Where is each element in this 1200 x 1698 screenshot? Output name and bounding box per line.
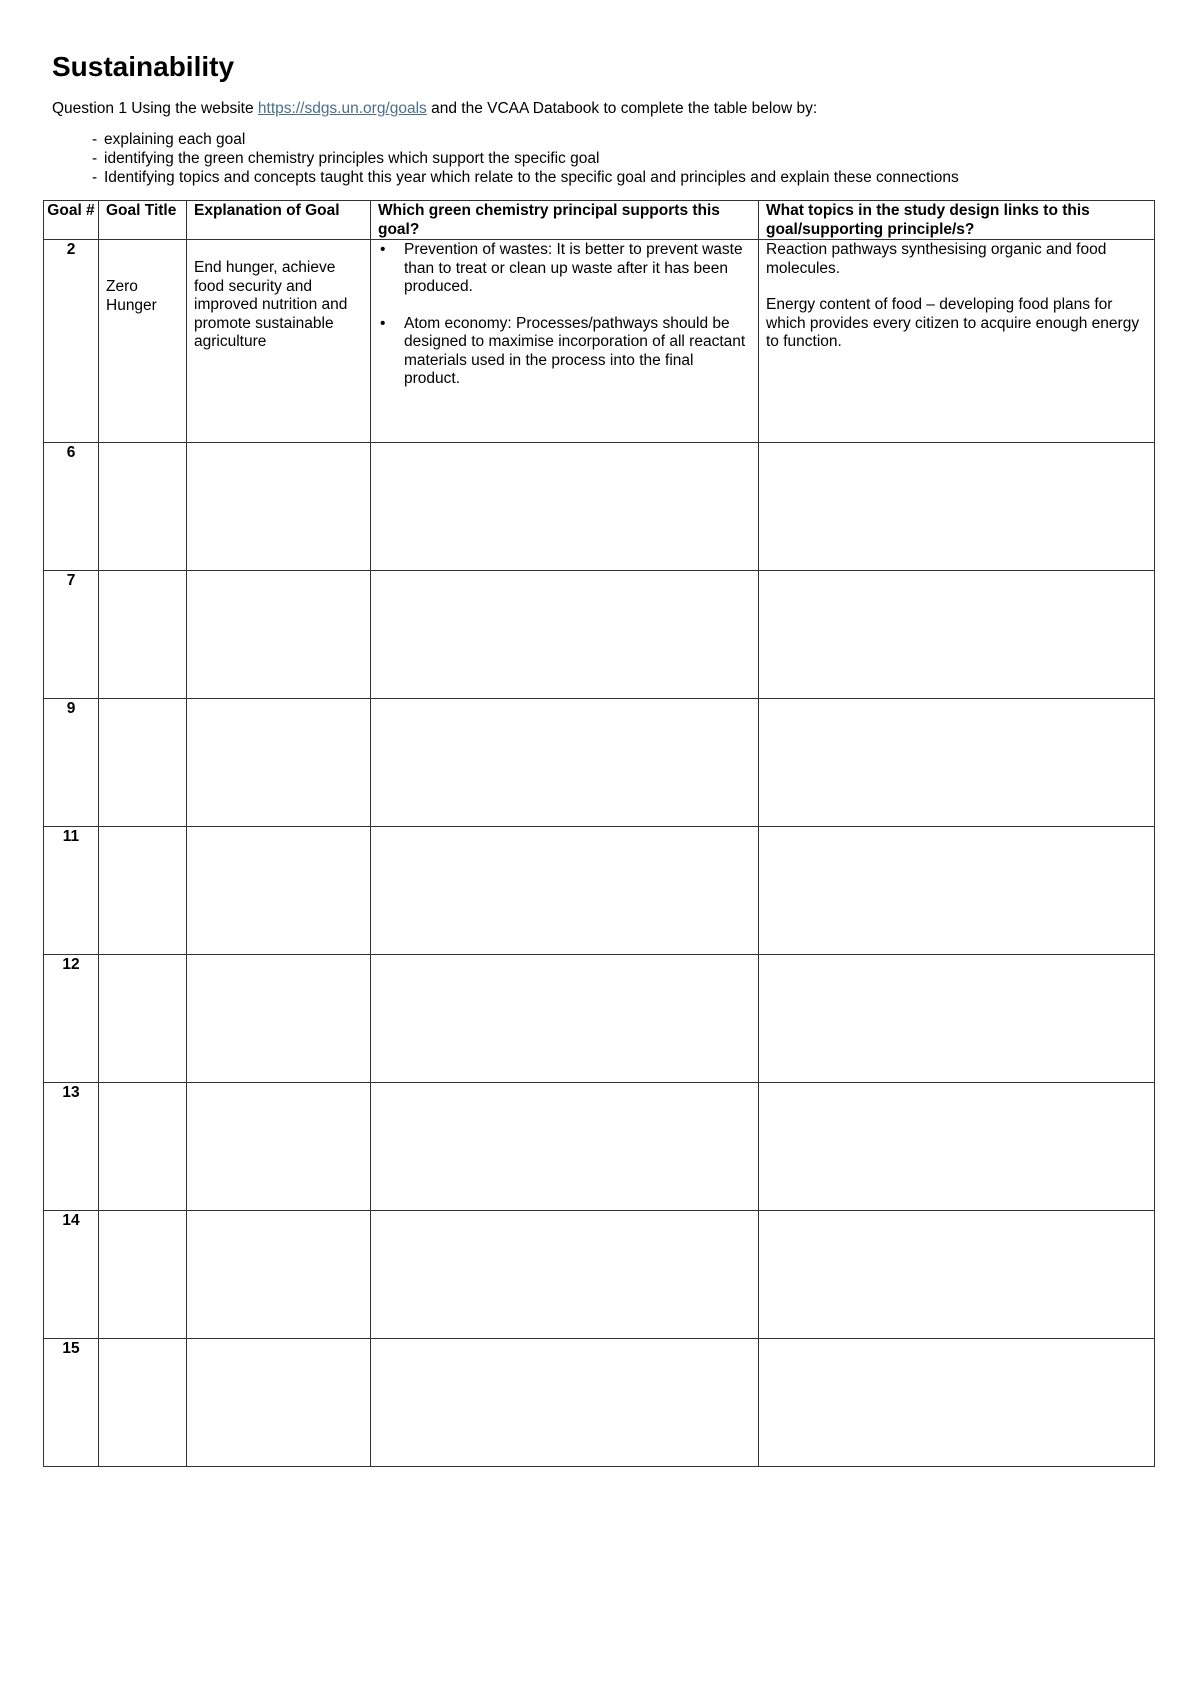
goal-title-cell[interactable] <box>99 443 187 571</box>
instruction-text: identifying the green chemistry principles which support the specific goal <box>104 150 600 167</box>
goal-number-cell: 2 <box>44 240 99 443</box>
topics-cell[interactable] <box>759 1211 1155 1339</box>
principle-cell[interactable] <box>371 1211 759 1339</box>
instruction-list <box>52 130 959 187</box>
principle-cell[interactable] <box>371 443 759 571</box>
table-header-row <box>44 201 1155 240</box>
topics-cell[interactable] <box>759 955 1155 1083</box>
header-principle: Which green chemistry principal supports this goal? <box>371 201 759 240</box>
principle-text: Atom economy: Processes/pathways should be designed to maximise incorporation of all reactant materials used in the process into the final product. <box>404 314 746 387</box>
goal-number-cell: 9 <box>44 699 99 827</box>
header-goal-title: Goal Title <box>99 201 187 240</box>
dash-marker: - <box>92 131 98 148</box>
table-row <box>44 1211 1155 1339</box>
topics-cell[interactable] <box>759 1339 1155 1467</box>
topics-cell[interactable] <box>759 699 1155 827</box>
goal-title-cell[interactable] <box>99 955 187 1083</box>
topics-cell[interactable] <box>759 240 1155 443</box>
table-row <box>44 571 1155 699</box>
goal-explanation-cell[interactable] <box>187 1211 371 1339</box>
principle-cell[interactable] <box>371 1083 759 1211</box>
goal-title-cell[interactable] <box>99 1339 187 1467</box>
instruction-item <box>52 149 959 168</box>
instruction-item <box>52 130 959 149</box>
principle-text: Prevention of wastes: It is better to prevent waste than to treat or clean up waste after it has been produced. <box>404 241 743 295</box>
goal-explanation-cell[interactable] <box>187 699 371 827</box>
question-text-end: and the VCAA Databook to complete the table below by: <box>426 100 818 117</box>
table-row <box>44 1339 1155 1467</box>
goal-explanation-cell[interactable] <box>187 1339 371 1467</box>
topics-cell[interactable] <box>759 1083 1155 1211</box>
header-topics: What topics in the study design links to this goal/supporting principle/s? <box>759 201 1155 240</box>
goal-number-cell: 14 <box>44 1211 99 1339</box>
topic-text: Reaction pathways synthesising organic and food molecules. <box>766 241 1107 277</box>
bullet-icon: • <box>380 314 386 332</box>
table-row <box>44 827 1155 955</box>
goal-explanation-cell[interactable] <box>187 955 371 1083</box>
table-row <box>44 955 1155 1083</box>
principle-cell[interactable] <box>371 240 759 443</box>
topics-cell[interactable] <box>759 443 1155 571</box>
goal-title-cell[interactable] <box>99 1211 187 1339</box>
goal-explanation-cell[interactable] <box>187 443 371 571</box>
goal-explanation-cell[interactable]: End hunger, achieve food security and improved nutrition and promote sustainable agriculture <box>187 240 371 443</box>
goal-number-cell: 12 <box>44 955 99 1083</box>
question-text <box>52 99 817 118</box>
goal-number-cell: 6 <box>44 443 99 571</box>
topics-cell[interactable] <box>759 827 1155 955</box>
principle-cell[interactable] <box>371 699 759 827</box>
dash-marker: - <box>92 169 98 186</box>
instruction-text: explaining each goal <box>104 131 246 148</box>
goal-explanation-cell[interactable] <box>187 827 371 955</box>
goal-title-cell[interactable] <box>99 1083 187 1211</box>
principle-cell[interactable] <box>371 571 759 699</box>
principle-cell[interactable] <box>371 827 759 955</box>
principle-cell[interactable] <box>371 955 759 1083</box>
table-row <box>44 443 1155 571</box>
principle-item <box>378 241 751 297</box>
sdgs-link[interactable]: https://sdgs.un.org/goals <box>257 100 427 117</box>
instruction-text: Identifying topics and concepts taught this year which relate to the specific goal and principles and explain these connections <box>104 169 959 186</box>
dash-marker: - <box>92 150 98 167</box>
page-title: Sustainability <box>52 51 235 82</box>
goal-title-cell[interactable] <box>99 699 187 827</box>
goal-explanation-cell[interactable] <box>187 571 371 699</box>
table-row <box>44 1083 1155 1211</box>
topic-text: Energy content of food – developing food plans for which provides every citizen to acquire enough energy to function. <box>766 296 1140 350</box>
table-row <box>44 699 1155 827</box>
goal-explanation-cell[interactable] <box>187 1083 371 1211</box>
goals-table <box>43 200 1155 1467</box>
topics-cell[interactable] <box>759 571 1155 699</box>
principle-item <box>378 315 751 389</box>
table-row <box>44 240 1155 443</box>
goal-number-cell: 7 <box>44 571 99 699</box>
header-goal-number: Goal # <box>44 201 99 240</box>
goal-number-cell: 15 <box>44 1339 99 1467</box>
goal-number-cell: 11 <box>44 827 99 955</box>
goal-title-cell[interactable]: Zero Hunger <box>99 240 187 443</box>
header-explanation: Explanation of Goal <box>187 201 371 240</box>
goal-title-cell[interactable] <box>99 571 187 699</box>
goal-title-cell[interactable] <box>99 827 187 955</box>
principle-cell[interactable] <box>371 1339 759 1467</box>
bullet-icon: • <box>380 241 386 258</box>
question-text-start: Question 1 Using the website <box>52 100 258 117</box>
instruction-item <box>52 168 959 187</box>
principle-list <box>378 241 751 389</box>
goal-number-cell: 13 <box>44 1083 99 1211</box>
